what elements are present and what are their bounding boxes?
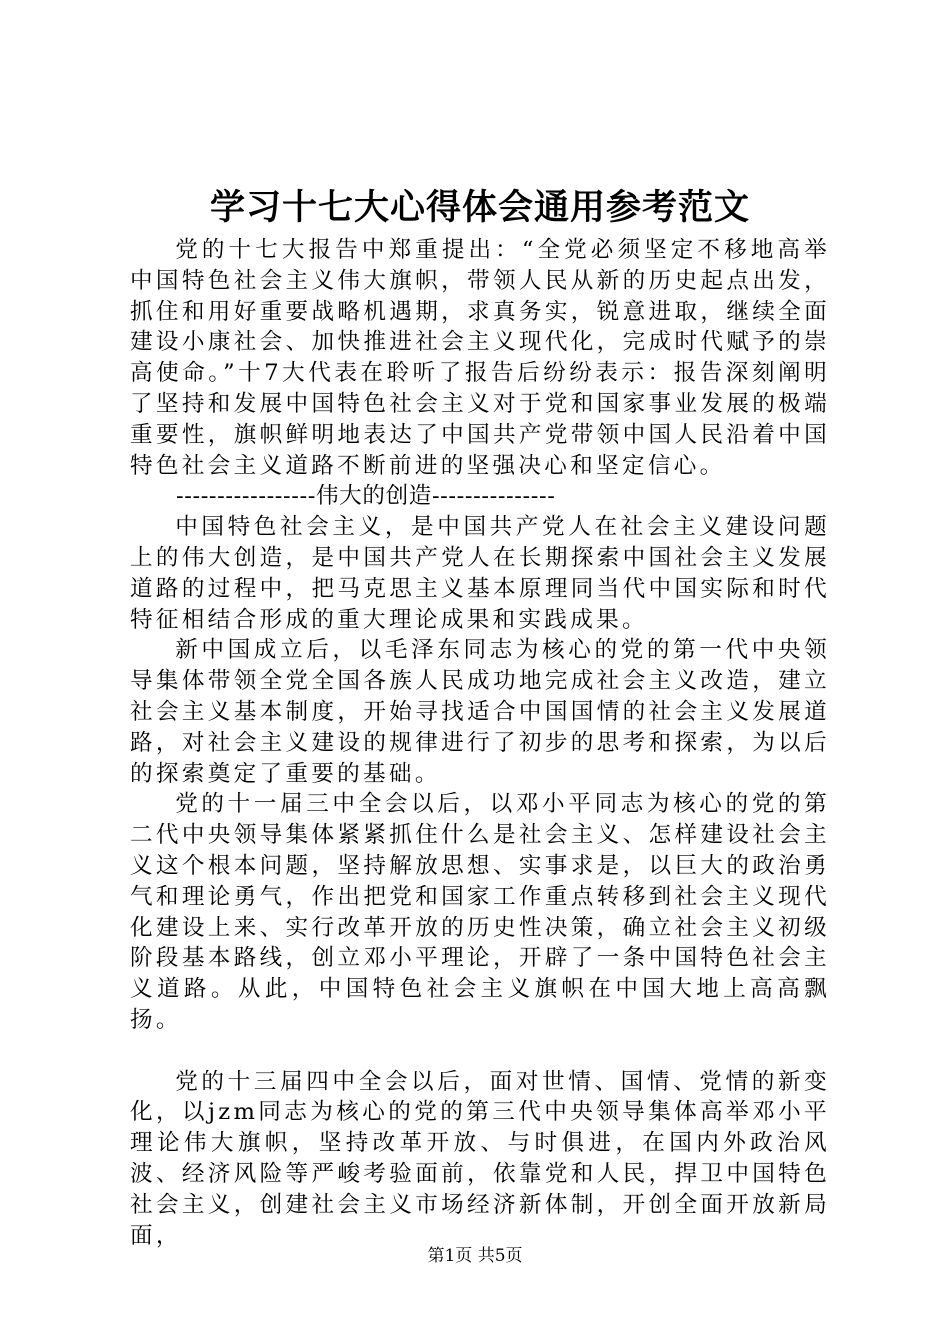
document-body (130, 235, 830, 1251)
paragraph-gap (130, 1036, 830, 1067)
section-divider: -----------------伟大的创造--------------- (176, 483, 556, 510)
document-title: 学习十七大心得体会通用参考范文 (209, 187, 750, 228)
paragraph-third-generation: 党的十三届四中全会以后，面对世情、国情、党情的新变化，以jzm同志为核心的党的第三代中央领导集体高举邓小平理论伟大旗帜，坚持改革开放、与时俱进，在国内外政治风波、经济风险等严峻考验面前，依靠党和人民，捍卫中国特色社会主义，创建社会主义市场经济新体制，开创全面开放新局面， (130, 1068, 830, 1249)
paragraph-second-generation: 党的十一届三中全会以后，以邓小平同志为核心的党的第二代中央领导集体紧紧抓住什么是社会主义、怎样建设社会主义这个根本问题，坚持解放思想、实事求是，以巨大的政治勇气和理论勇气，作出把党和国家工作重点转移到社会主义现代化建设上来、实行改革开放的历史性决策，确立社会主义初级阶段基本路线，创立邓小平理论，开辟了一条中国特色社会主义道路。从此，中国特色社会主义旗帜在中国大地上高高飘扬。 (130, 791, 830, 1033)
paragraph-creation: 中国特色社会主义，是中国共产党人在社会主义建设问题上的伟大创造，是中国共产党人在长期探索中国社会主义发展道路的过程中，把马克思主义基本原理同当代中国实际和时代特征相结合形成的重大理论成果和实践成果。 (130, 514, 830, 633)
paragraph-first-generation: 新中国成立后，以毛泽东同志为核心的党的第一代中央领导集体带领全党全国各族人民成功地完成社会主义改造，建立社会主义基本制度，开始寻找适合中国国情的社会主义发展道路，对社会主义建设的规律进行了初步的思考和探索，为以后的探索奠定了重要的基础。 (130, 637, 830, 787)
page-footer: 第1页 共5页 (427, 1246, 523, 1266)
paragraph-intro: 党的十七大报告中郑重提出：“全党必须坚定不移地高举中国特色社会主义伟大旗帜，带领人民从新的历史起点出发，抓住和用好重要战略机遇期，求真务实，锐意进取，继续全面建设小康社会、加快推进社会主义现代化，完成时代赋予的崇高使命。”十7大代表在聆听了报告后纷纷表示：报告深刻阐明了坚持和发展中国特色社会主义对于党和国家事业发展的极端重要性，旗帜鲜明地表达了中国共产党带领中国人民沿着中国特色社会主义道路不断前进的坚强决心和坚定信心。 (130, 237, 830, 479)
